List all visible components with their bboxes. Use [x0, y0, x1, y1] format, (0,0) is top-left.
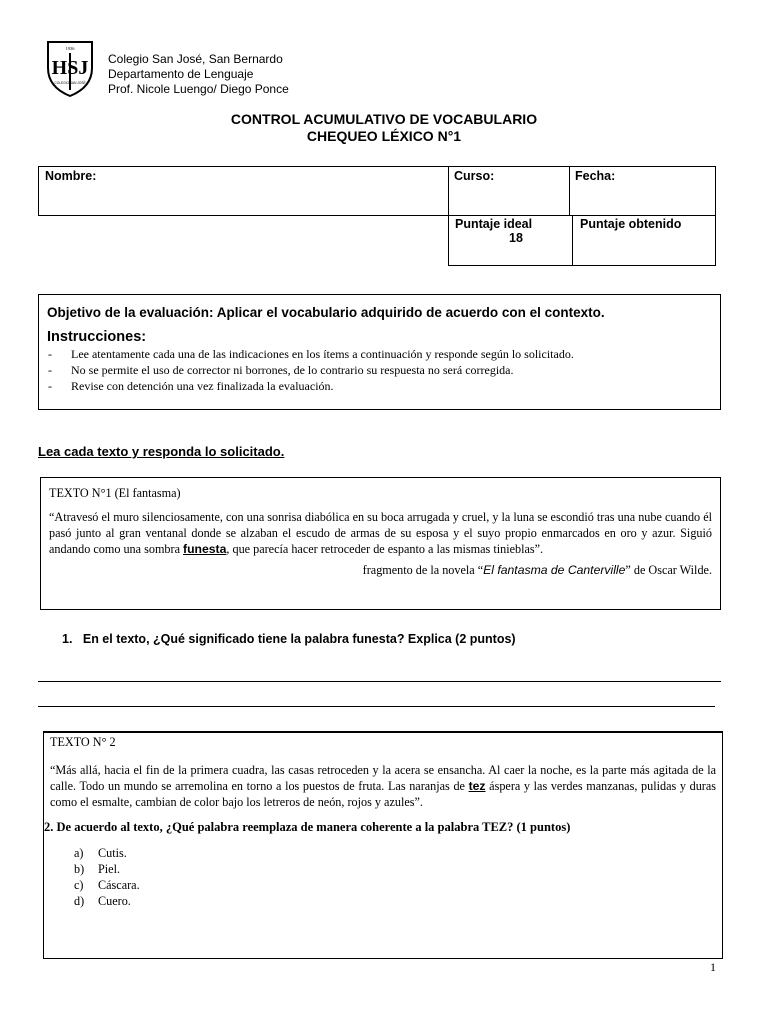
texto-1-heading: TEXTO N°1 (El fantasma) — [49, 486, 181, 500]
texto-2-box — [43, 731, 723, 959]
nombre-label: Nombre: — [45, 169, 97, 183]
fecha-field[interactable] — [569, 166, 716, 216]
option-b[interactable] — [74, 861, 716, 877]
puntaje-obtenido-field[interactable] — [572, 215, 716, 266]
question-1 — [62, 632, 516, 646]
puntaje-ideal-value: 18 — [509, 231, 523, 245]
question-2: 2. De acuerdo al texto, ¿Qué palabra reemplaza de manera coherente a la palabra TEZ? (1 puntos) — [44, 820, 571, 834]
logo-year-text: 1936 — [65, 46, 75, 51]
objective-text: Objetivo de la evaluación: Aplicar el vocabulario adquirido de acuerdo con el contexto. — [47, 305, 605, 320]
option-a[interactable] — [74, 845, 716, 861]
instruction-item: - No se permite el uso de corrector ni borrones, de lo contrario su respuesta no será corregida. — [47, 362, 712, 378]
page-number: 1 — [710, 960, 716, 974]
nombre-field[interactable] — [38, 166, 449, 216]
texto-1-box — [40, 477, 721, 610]
texto-1-source — [49, 563, 712, 578]
option-letter: d) — [74, 894, 85, 908]
instructions-heading: Instrucciones: — [47, 329, 147, 345]
logo-caption: COLEGIO SAN JOSÉ — [54, 81, 86, 85]
texto-2-body-end: áspera y las verdes manzanas, pulidas y duras como el esmalte, cambian de color bajo los letreros de neón, rojos y azules”. — [50, 779, 716, 809]
question-1-number: 1. — [62, 632, 73, 646]
keyword-funesta: funesta — [183, 542, 227, 556]
option-c[interactable] — [74, 877, 716, 893]
option-text: Cuero. — [98, 894, 131, 908]
section-heading: Lea cada texto y responda lo solicitado. — [38, 444, 285, 459]
title-line-1: CONTROL ACUMULATIVO DE VOCABULARIO — [230, 111, 538, 127]
option-d[interactable] — [74, 893, 716, 909]
source-author: ” de Oscar Wilde. — [625, 563, 712, 577]
texto-1-body-start: “Atravesó el muro silenciosamente, con una sonrisa diabólica en su boca arrugada y cruel, y la luna se escondió tras una nube cuando él pasó junto al gran ventanal donde se alzaban el escudo de armas de su esposa y el suyo propio enmarcados en oro y azur. Siguió andando como una sombra — [49, 510, 712, 556]
puntaje-obtenido-label: Puntaje obtenido — [580, 217, 682, 231]
document-title — [0, 111, 768, 145]
teachers: Prof. Nicole Luengo/ Diego Ponce — [108, 82, 289, 96]
department: Departamento de Lenguaje — [108, 67, 254, 81]
question-1-text: En el texto, ¿Qué significado tiene la palabra funesta? Explica (2 puntos) — [82, 632, 516, 646]
option-text: Cáscara. — [98, 878, 140, 892]
curso-field[interactable] — [448, 166, 570, 216]
instruction-item: - Lee atentamente cada una de las indicaciones en los ítems a continuación y responde según lo solicitado. — [47, 346, 712, 362]
question-2-options — [50, 845, 716, 909]
logo-monogram: HSJ — [51, 57, 89, 79]
texto-2-body-start: “Más allá, hacia el fin de la primera cuadra, las casas retroceden y la acera se ensancha. Al caer la noche, es la parte más agitada de la calle. Todo un mundo se arremolina en torno a los puestos de fruta. Las naranjas de — [50, 763, 716, 793]
option-text: Piel. — [98, 862, 121, 876]
option-letter: c) — [74, 878, 84, 892]
school-logo — [40, 38, 100, 98]
title-line-2: CHEQUEO LÉXICO N°1 — [306, 128, 462, 144]
instructions-list — [47, 346, 712, 394]
option-letter: a) — [74, 846, 84, 860]
texto-2-heading: TEXTO N° 2 — [50, 735, 116, 749]
keyword-tez: tez — [468, 779, 486, 793]
answer-line-1[interactable] — [38, 681, 721, 682]
option-letter: b) — [74, 862, 85, 876]
puntaje-ideal-label: Puntaje ideal — [455, 217, 533, 231]
puntaje-ideal-cell — [448, 215, 573, 266]
school-info — [108, 52, 289, 97]
novel-title: El fantasma de Canterville — [483, 563, 626, 577]
answer-line-2[interactable] — [38, 706, 715, 707]
fecha-label: Fecha: — [575, 169, 616, 183]
texto-1-body-end: , que parecía hacer retroceder de espanto a las mismas tinieblas”. — [226, 542, 544, 556]
school-name: Colegio San José, San Bernardo — [108, 52, 283, 66]
option-text: Cutis. — [98, 846, 127, 860]
curso-label: Curso: — [454, 169, 495, 183]
objective-box — [38, 294, 721, 410]
texto-2-paragraph — [50, 762, 716, 810]
instruction-item: - Revise con detención una vez finalizada la evaluación. — [47, 378, 712, 394]
texto-1-paragraph — [49, 509, 712, 557]
source-prefix: fragmento de la novela “ — [362, 563, 484, 577]
